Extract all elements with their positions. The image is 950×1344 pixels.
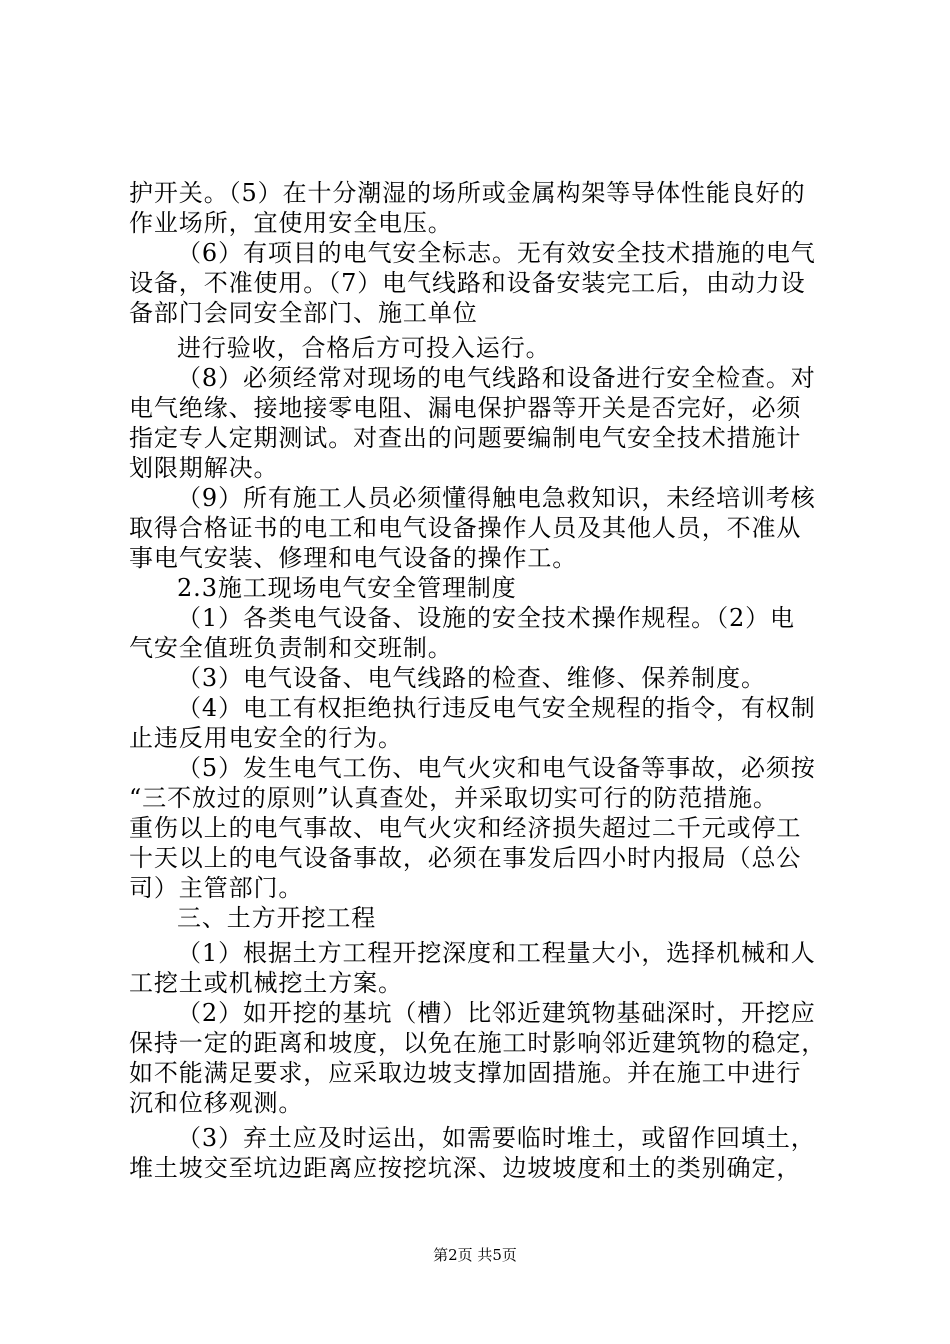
text-line: 司）主管部门。 xyxy=(129,874,304,902)
text-line: 止违反用电安全的行为。 xyxy=(129,724,403,752)
text-line: （1）根据土方工程开挖深度和工程量大小，选择机械和人 xyxy=(177,939,816,967)
section-heading: 三、土方开挖工程 xyxy=(177,904,377,932)
text-line: 如不能满足要求，应采取边坡支撑加固措施。并在施工中进行 xyxy=(129,1059,802,1087)
section-heading: 2.3施工现场电气安全管理制度 xyxy=(177,574,517,602)
text-line: 电气绝缘、接地接零电阻、漏电保护器等开关是否完好，必须 xyxy=(129,394,802,422)
text-line: 十天以上的电气设备事故，必须在事发后四小时内报局（总公 xyxy=(129,844,802,872)
text-line: （1）各类电气设备、设施的安全技术操作规程。（2）电 xyxy=(177,604,795,632)
text-line: 保持一定的距离和坡度，以免在施工时影响邻近建筑物的稳定， xyxy=(129,1029,827,1057)
text-line: 备部门会同安全部门、施工单位 xyxy=(129,299,478,327)
text-line: 划限期解决。 xyxy=(129,454,279,482)
text-line: 作业场所，宜使用安全电压。 xyxy=(129,209,453,237)
text-line: 指定专人定期测试。对查出的问题要编制电气安全技术措施计 xyxy=(129,424,802,452)
text-line: 取得合格证书的电工和电气设备操作人员及其他人员，不准从 xyxy=(129,514,802,542)
text-line: 沉和位移观测。 xyxy=(129,1089,304,1117)
text-line: 堆土坡交至坑边距离应按挖坑深、边坡坡度和土的类别确定， xyxy=(129,1154,802,1182)
text-line: （6）有项目的电气安全标志。无有效安全技术措施的电气 xyxy=(177,239,816,267)
text-line: （2）如开挖的基坑（槽）比邻近建筑物基础深时，开挖应 xyxy=(177,999,816,1027)
text-line: 护开关。（5）在十分潮湿的场所或金属构架等导体性能良好的 xyxy=(129,179,806,207)
text-line: （9）所有施工人员必须懂得触电急救知识，未经培训考核 xyxy=(177,484,816,512)
text-line: “三不放过的原则”认真查处，并采取切实可行的防范措施。 xyxy=(129,784,778,812)
text-line: 工挖土或机械挖土方案。 xyxy=(129,969,403,997)
text-line: （3）电气设备、电气线路的检查、维修、保养制度。 xyxy=(177,664,766,692)
text-line: （8）必须经常对现场的电气线路和设备进行安全检查。对 xyxy=(177,364,816,392)
text-line: （3）弃土应及时运出，如需要临时堆土，或留作回填土， xyxy=(177,1124,816,1152)
text-line: 重伤以上的电气事故、电气火灾和经济损失超过二千元或停工 xyxy=(129,814,802,842)
text-line: （4）电工有权拒绝执行违反电气安全规程的指令，有权制 xyxy=(177,694,816,722)
text-line: 气安全值班负责制和交班制。 xyxy=(129,634,453,662)
text-line: 进行验收，合格后方可投入运行。 xyxy=(177,334,551,362)
text-line: （5）发生电气工伤、电气火灾和电气设备等事故，必须按 xyxy=(177,754,816,782)
text-line: 设备，不准使用。（7）电气线路和设备安装完工后，由动力设 xyxy=(129,269,806,297)
text-line: 事电气安装、修理和电气设备的操作工。 xyxy=(129,544,578,572)
page-footer: 第2页 共5页 xyxy=(433,1246,517,1264)
